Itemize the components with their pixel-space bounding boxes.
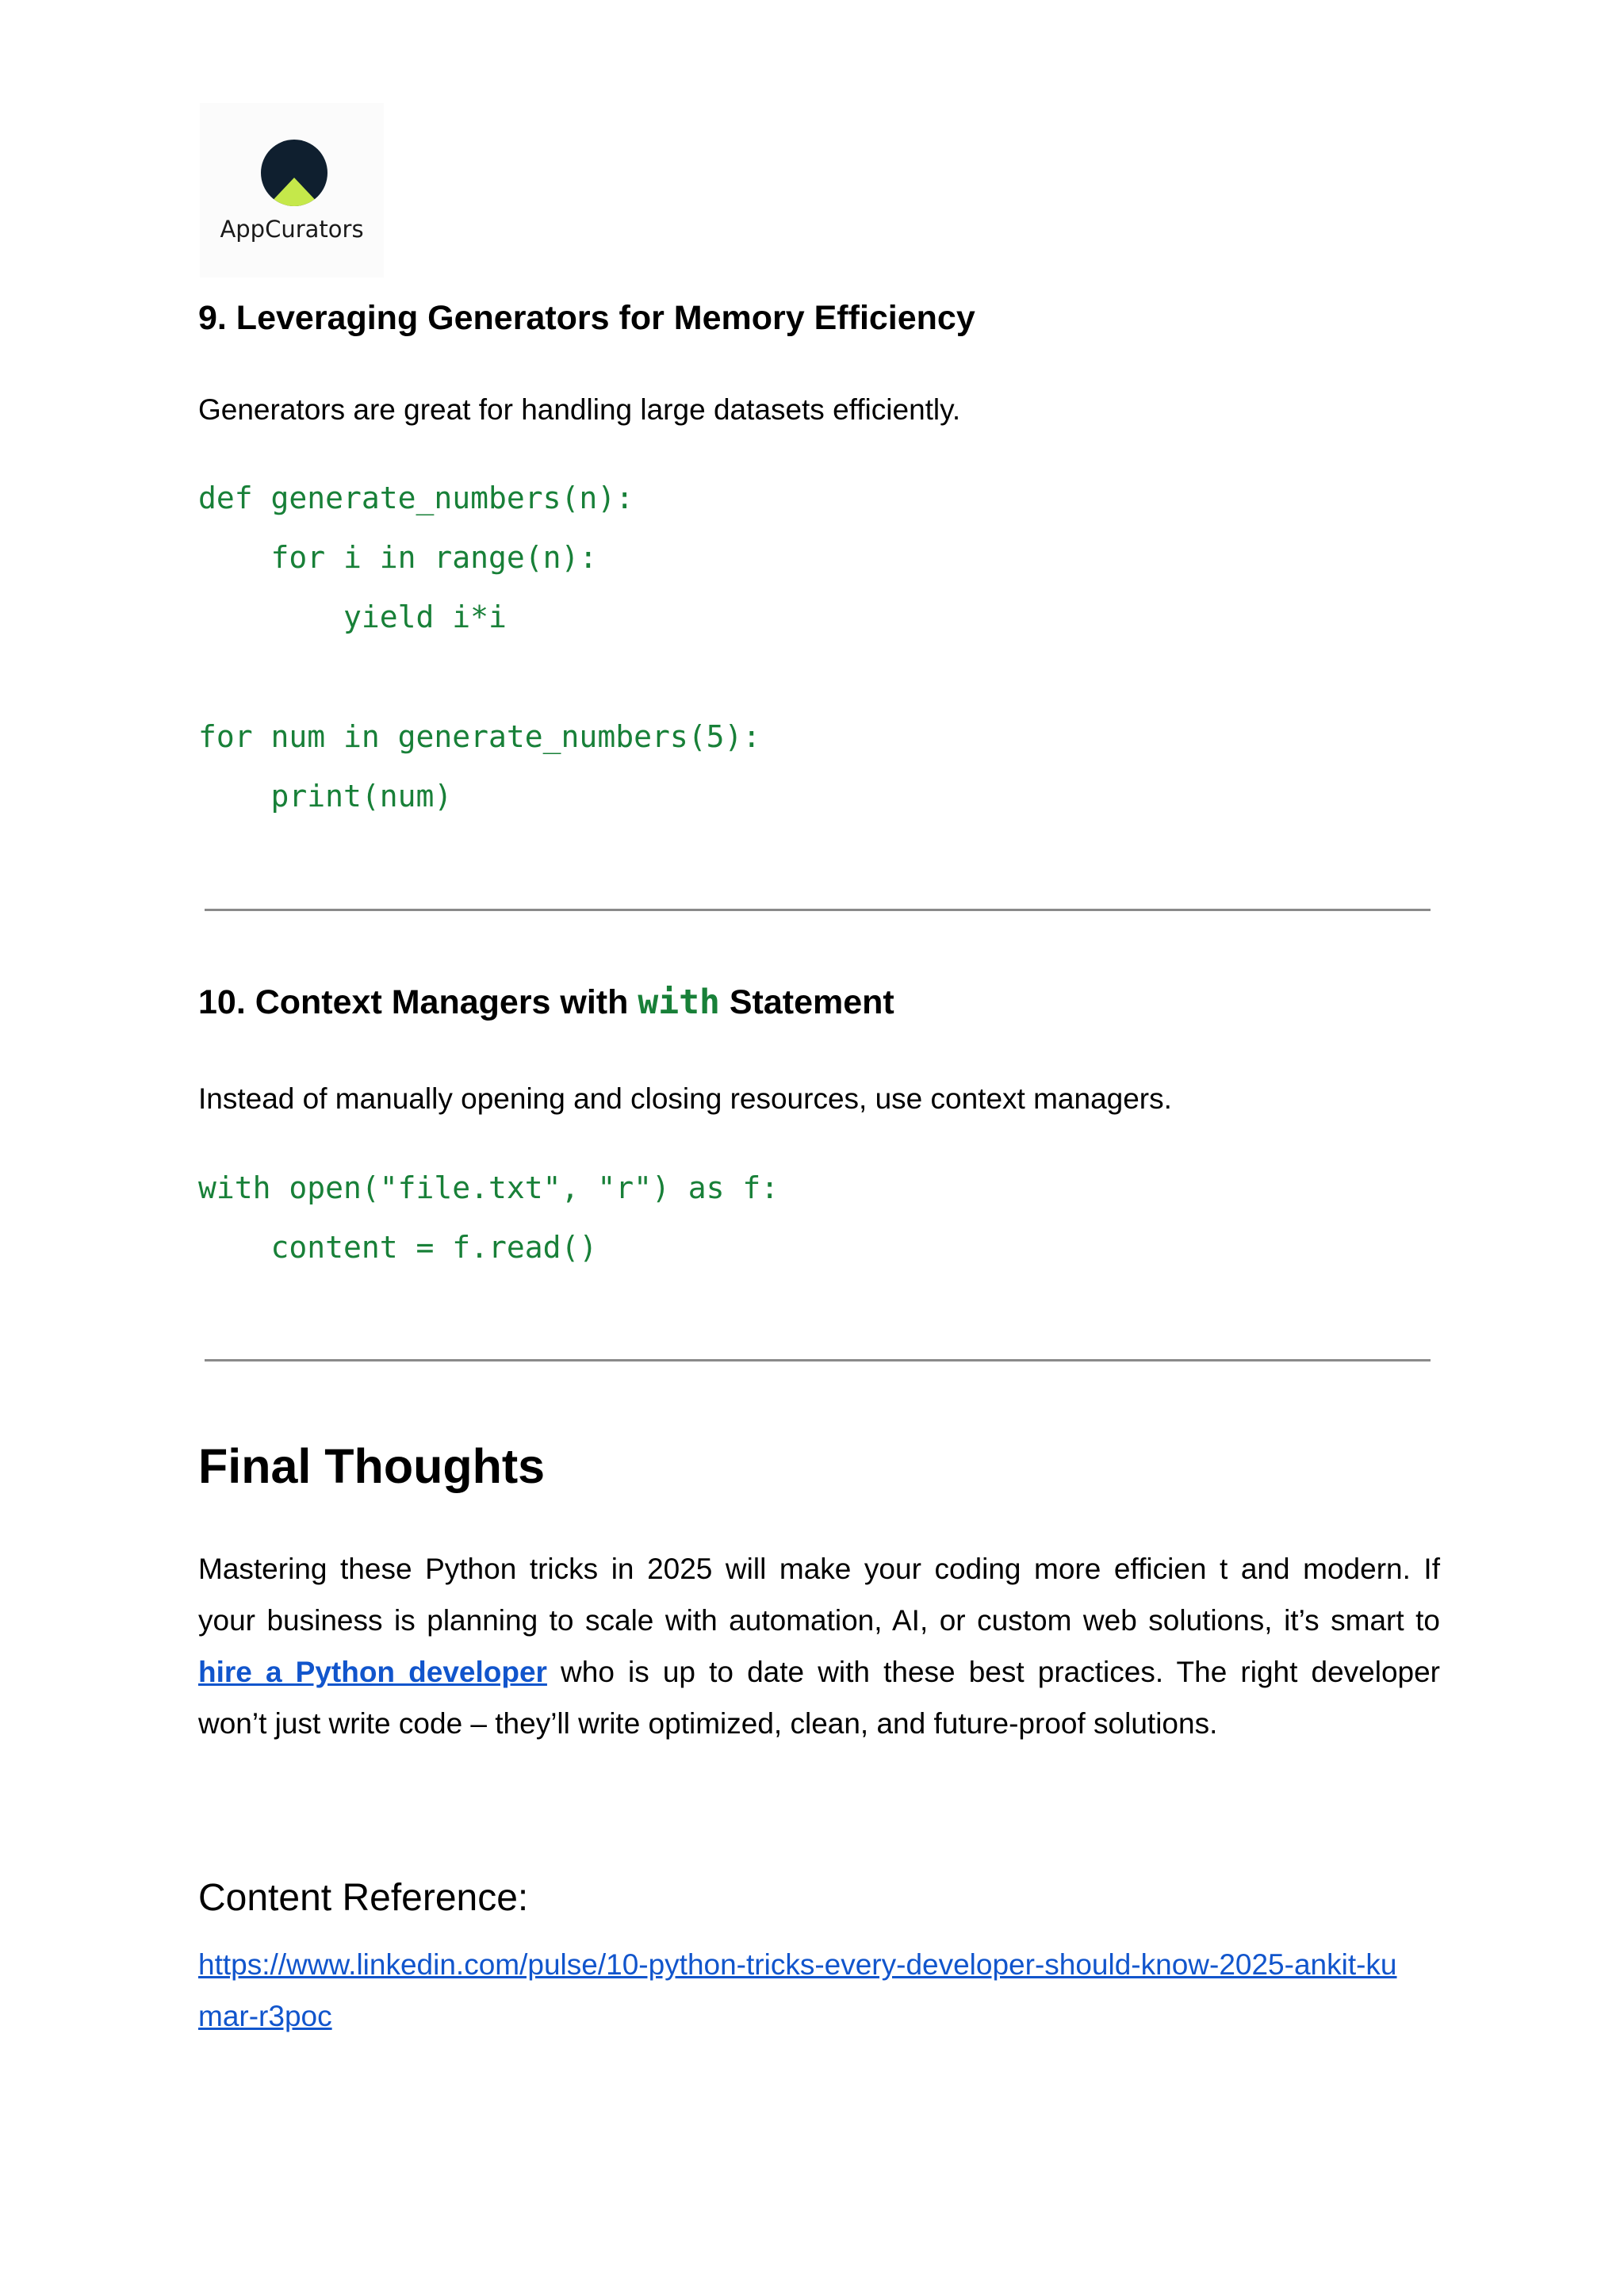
hire-python-developer-link[interactable]: hire a Python developer: [198, 1656, 547, 1688]
heading-text: Statement: [719, 983, 894, 1021]
code-line: with open("file.txt", "r") as f:: [198, 1170, 779, 1205]
content-reference-heading: Content Reference:: [198, 1877, 529, 1919]
reference-url-line-1[interactable]: https://www.linkedin.com/pulse/10-python-tricks-every-developer-should-know-2025-ankit-ku: [198, 1948, 1397, 1981]
logo-mark-icon: [261, 140, 327, 206]
paragraph-line: your business is planning to scale with automation, AI, or custom web solutions, it’s smart to: [198, 1604, 1440, 1637]
reference-url-line-2[interactable]: mar-r3poc: [198, 2000, 332, 2032]
section-10-heading: [198, 982, 894, 1023]
final-thoughts-paragraph: [198, 1543, 1440, 1749]
paragraph-line: Mastering these Python tricks in 2025 will make your coding more efficien t and modern. If: [198, 1553, 1440, 1585]
section-9-intro: Generators are great for handling large datasets efficiently.: [198, 393, 961, 426]
horizontal-rule: [205, 1359, 1431, 1361]
code-line: def generate_numbers(n):: [198, 481, 634, 515]
code-line: content = f.read(): [198, 1230, 598, 1265]
logo-wordmark: AppCurators: [220, 216, 364, 243]
section-9-heading: 9. Leveraging Generators for Memory Efficiency: [198, 299, 975, 337]
code-line: yield i*i: [198, 599, 507, 634]
final-thoughts-heading: Final Thoughts: [198, 1439, 546, 1493]
appcurators-logo: [200, 103, 384, 278]
horizontal-rule: [205, 909, 1431, 911]
paragraph-line: won’t just write code – they’ll write optimized, clean, and future-proof solutions.: [198, 1707, 1218, 1740]
paragraph-line: [198, 1646, 1440, 1698]
inline-code-with: with: [638, 982, 720, 1022]
code-line: print(num): [198, 779, 453, 814]
section-10-intro: Instead of manually opening and closing resources, use context managers.: [198, 1082, 1172, 1115]
content-reference-link[interactable]: [198, 1939, 1397, 2042]
heading-text: 10. Context Managers with: [198, 983, 638, 1021]
code-line: for i in range(n):: [198, 540, 598, 575]
code-line: for num in generate_numbers(5):: [198, 719, 761, 754]
paragraph-text: who is up to date with these best practices. The right developer: [546, 1656, 1440, 1688]
